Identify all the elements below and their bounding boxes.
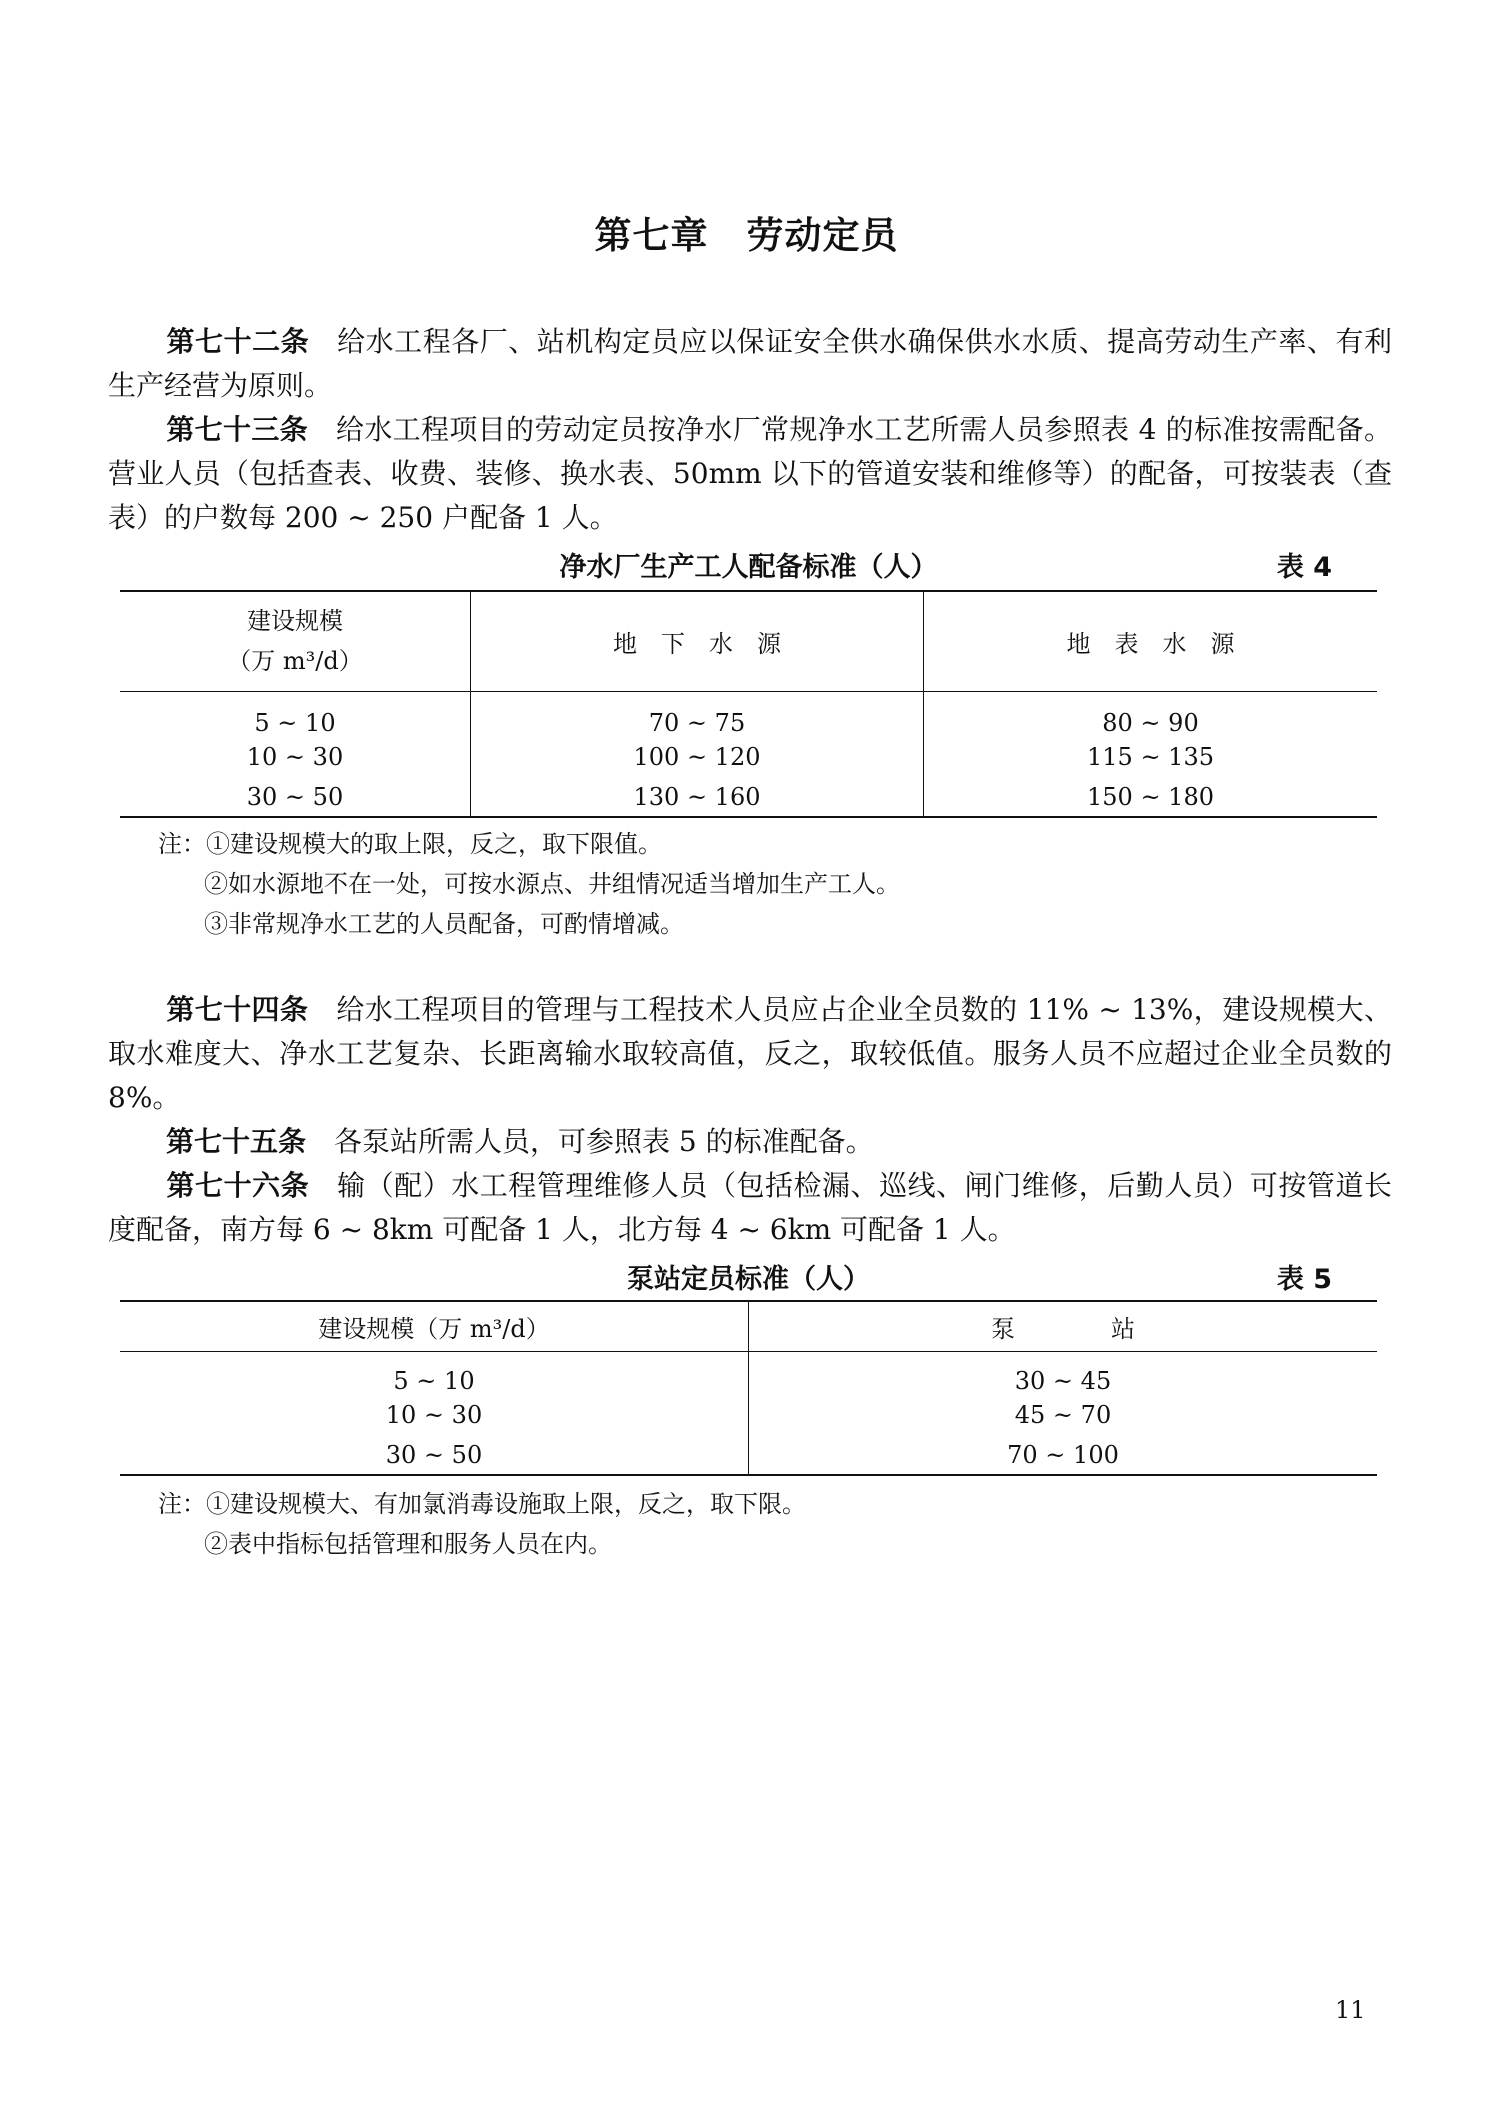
article-label: 第七十三条 (166, 413, 309, 446)
article-73 (108, 408, 1392, 540)
table4-caption: 净水厂生产工人配备标准（人） 表 4 (120, 545, 1377, 584)
table-row: 5 ~ 10 30 ~ 45 (120, 1351, 1377, 1395)
article-text: 给水工程项目的劳动定员按净水厂常规净水工艺所需人员参照表 4 的标准按需配备。营业人员（包括查表、收费、装修、换水表、50mm 以下的管道安装和维修等）的配备，可按装表（查表）的户数每 200 ~ 250 户配备 1 人。 (108, 413, 1392, 534)
table5-header-pumpstation: 泵 站 (749, 1301, 1378, 1351)
article-text: 给水工程各厂、站机构定员应以保证安全供水确保供水水质、提高劳动生产率、有利生产经营为原则。 (108, 325, 1392, 402)
table5-notes: 注：①建设规模大、有加氯消毒设施取上限，反之，取下限。 ②表中指标包括管理和服务人员在内。 (158, 1490, 806, 1558)
table5 (120, 1300, 1377, 1476)
table4 (120, 590, 1377, 818)
article-text: 各泵站所需人员，可参照表 5 的标准配备。 (334, 1125, 874, 1158)
article-label: 第七十五条 (166, 1125, 307, 1158)
table-row: 30 ~ 50 70 ~ 100 (120, 1435, 1377, 1475)
article-label: 第七十六条 (166, 1169, 310, 1202)
article-label: 第七十四条 (166, 993, 309, 1026)
article-label: 第七十二条 (166, 325, 310, 358)
table5-number: 表 5 (1276, 1264, 1332, 1295)
article-74 (108, 988, 1392, 1120)
table4-header-scale: 建设规模 （万 m³/d） (120, 591, 471, 691)
table-row: 30 ~ 50 130 ~ 160 150 ~ 180 (120, 777, 1377, 817)
chapter-title: 第七章 劳动定员 (594, 214, 899, 257)
article-76 (108, 1164, 1392, 1252)
article-text: 给水工程项目的管理与工程技术人员应占企业全员数的 11% ~ 13%，建设规模大、取水难度大、净水工艺复杂、长距离输水取较高值，反之，取较低值。服务人员不应超过企业全员数的 8%。 (108, 993, 1392, 1114)
article-text: 输（配）水工程管理维修人员（包括检漏、巡线、闸门维修，后勤人员）可按管道长度配备，南方每 6 ~ 8km 可配备 1 人，北方每 4 ~ 6km 可配备 1 人。 (108, 1169, 1392, 1246)
table-row: 10 ~ 30 100 ~ 120 115 ~ 135 (120, 737, 1377, 777)
table4-header-groundwater: 地 下 水 源 (471, 591, 924, 691)
table4-number: 表 4 (1276, 552, 1332, 583)
table5-caption: 泵站定员标准（人） 表 5 (120, 1257, 1377, 1296)
table-row: 5 ~ 10 70 ~ 75 80 ~ 90 (120, 691, 1377, 737)
table4-notes: 注：①建设规模大的取上限，反之，取下限值。 ②如水源地不在一处，可按水源点、井组情况适当增加生产工人。 ③非常规净水工艺的人员配备，可酌情增减。 (158, 830, 900, 938)
article-75 (108, 1120, 1392, 1164)
table5-header-scale: 建设规模（万 m³/d） (120, 1301, 749, 1351)
article-72 (108, 320, 1392, 408)
table-row: 10 ~ 30 45 ~ 70 (120, 1395, 1377, 1435)
table4-header-surfacewater: 地 表 水 源 (924, 591, 1378, 691)
page-number: 11 (1335, 1996, 1366, 2024)
